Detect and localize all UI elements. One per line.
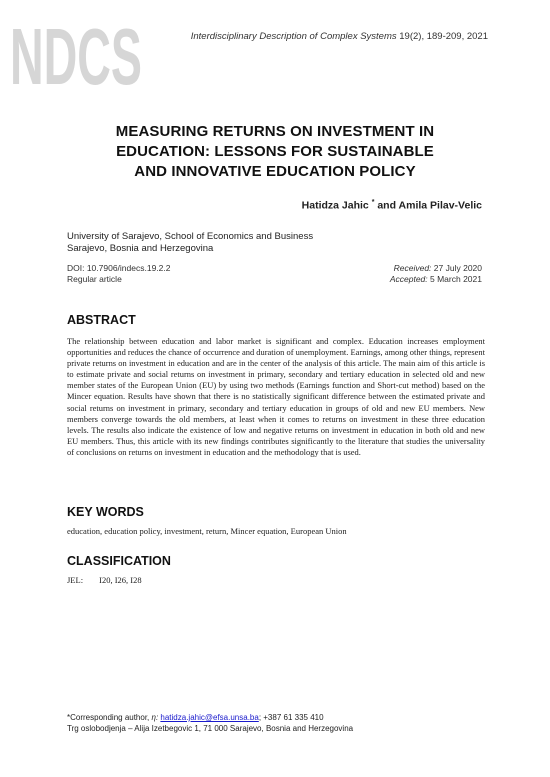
abstract-text: The relationship between education and labor market is significant and complex. Education increases employment opportunities and reduces the chance of occurrence and duration of unemployment. Earnings, among other things, represent private returns on investment in education and are in the center of the analysis of this article. The main aim of this article is to estimate private and social returns on investment in primary, secondary and tertiary education in selected old and new member states of the European Union (EU) by using two methods (Earnings function and Short-cut method) based on the Mincer equation. Results have shown that there is no statistically significant difference between the estimated private and social returns on investment in primary, secondary and tertiary education in groups of old and new EU members. New members converge towards the old members, at least when it comes to returns on investment in these three education levels. The results also indicate the existence of low and negative returns on investment in education in both old and new EU members. Thus, this article with its new findings contributes significantly to the literature that studies the universality of conclusions on returns on investment in education and the methodology that is used.: [67, 336, 485, 457]
citation-info: 19(2), 189-209, 2021: [399, 31, 488, 42]
footnote-prefix: *Corresponding author,: [67, 713, 152, 722]
jel-label: JEL:: [67, 575, 84, 585]
received-date: 27 July 2020: [433, 263, 482, 273]
jel-codes: [67, 575, 142, 585]
received-label: Received:: [393, 263, 432, 273]
received-date-row: [390, 263, 482, 274]
phone: ; +387 61 335 410: [258, 713, 324, 722]
logo-text: NDCS: [10, 12, 142, 101]
article-title: [60, 122, 490, 182]
corresponding-author: [67, 712, 353, 723]
address: Trg oslobodjenja – Alija Izetbegovic 1, 71 000 Sarajevo, Bosnia and Herzegovina: [67, 724, 354, 733]
article-type: Regular article: [67, 274, 122, 284]
journal-citation: [191, 31, 488, 42]
footnote: [67, 712, 353, 734]
affiliation-line: Sarajevo, Bosnia and Herzegovina: [67, 243, 214, 254]
accepted-date: 5 March 2021: [430, 274, 482, 284]
article-dates: [390, 263, 482, 285]
title-line: EDUCATION: LESSONS FOR SUSTAINABLE: [116, 143, 434, 160]
email-symbol: η:: [151, 713, 159, 722]
keywords-heading: KEY WORDS: [67, 505, 144, 519]
jel-values: I20, I26, I28: [99, 575, 142, 585]
classification-heading: CLASSIFICATION: [67, 554, 171, 568]
accepted-label: Accepted:: [389, 274, 428, 284]
corresponding-mark: *: [371, 199, 375, 206]
article-meta: [67, 263, 171, 285]
journal-name: Interdisciplinary Description of Complex Systems: [190, 31, 397, 42]
journal-logo: [10, 12, 142, 101]
affiliation: [67, 231, 313, 255]
abstract-heading: ABSTRACT: [67, 313, 136, 327]
title-line: AND INNOVATIVE EDUCATION POLICY: [134, 163, 416, 180]
accepted-date-row: [390, 274, 482, 285]
doi: DOI: 10.7906/indecs.19.2.2: [67, 263, 171, 273]
email-link[interactable]: hatidza.jahic@efsa.unsa.ba: [160, 713, 259, 722]
author-first: Hatidza Jahic: [301, 199, 369, 212]
affiliation-line: University of Sarajevo, School of Economics and Business: [67, 231, 314, 242]
keywords-text: education, education policy, investment, return, Mincer equation, European Union: [67, 526, 347, 536]
authors: [302, 199, 482, 212]
title-line: MEASURING RETURNS ON INVESTMENT IN: [115, 123, 435, 140]
author-rest: and Amila Pilav-Velic: [374, 199, 482, 212]
